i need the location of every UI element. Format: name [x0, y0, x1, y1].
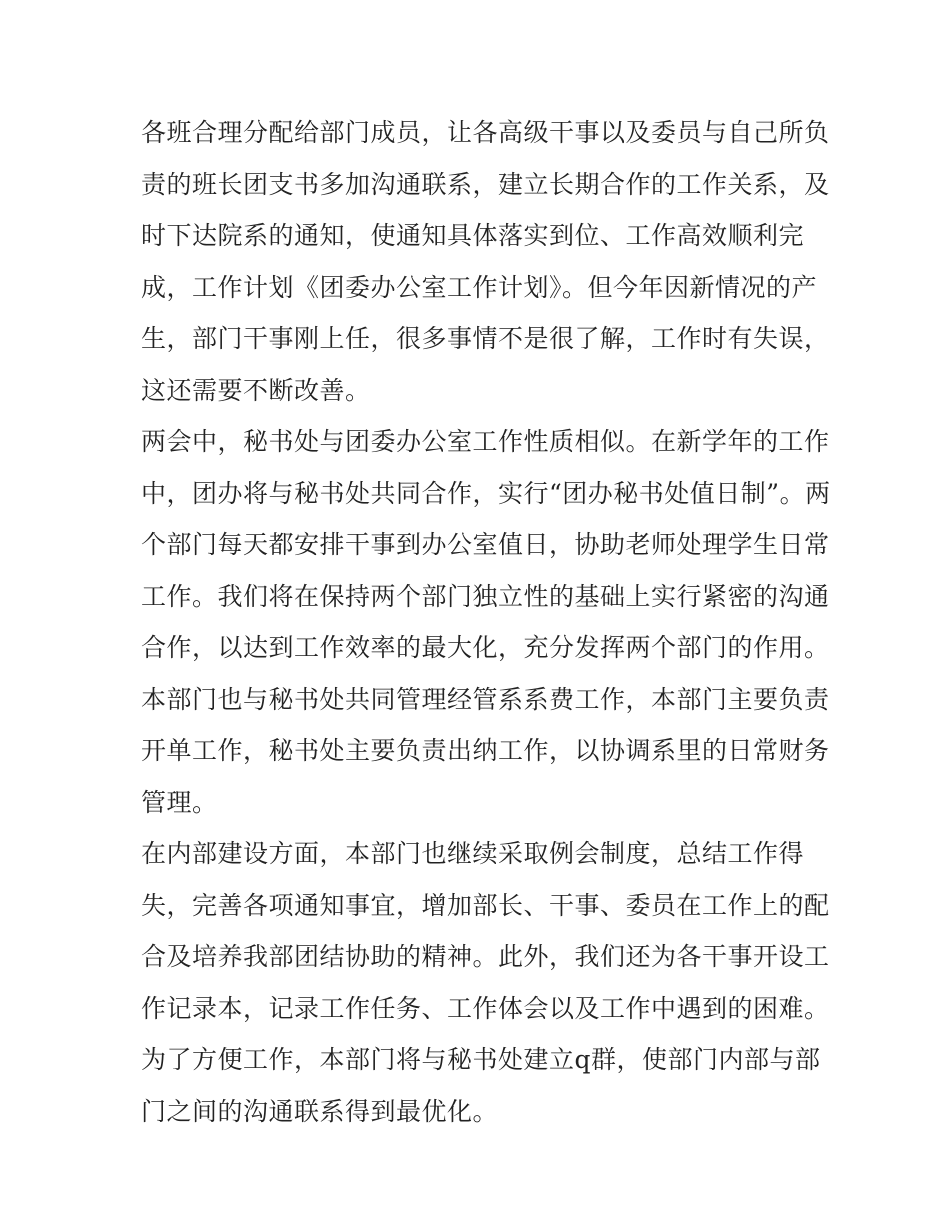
- text-line: 合及培养我部团结协助的精神。此外，我们还为各干事开设工: [141, 942, 830, 971]
- text-line: 成，工作计划《团委办公室工作计划》。但今年因新情况的产: [141, 272, 818, 302]
- text-line: 中，团办将与秘书处共同合作，实行“团办秘书处值日制”。两: [141, 478, 831, 508]
- text-line: 在内部建设方面，本部门也继续采取例会制度，总结工作得: [141, 839, 805, 868]
- text-line: 时下达院系的通知，使通知具体落实到位、工作高效顺利完: [141, 221, 805, 250]
- text-line: 管理。: [141, 787, 218, 817]
- text-line: 生，部门干事刚上任，很多事情不是很了解，工作时有失误，: [141, 324, 830, 353]
- text-line: 开单工作，秘书处主要负责出纳工作，以协调系里的日常财务: [141, 736, 830, 765]
- text-line: 本部门也与秘书处共同管理经管系系费工作，本部门主要负责: [141, 684, 830, 714]
- text-line: 门之间的沟通联系得到最优化。: [141, 1096, 499, 1126]
- text-line: 失，完善各项通知事宜，增加部长、干事、委员在工作上的配: [141, 890, 830, 920]
- text-line: 合作，以达到工作效率的最大化，充分发挥两个部门的作用。: [141, 633, 830, 662]
- text-line: 两会中，秘书处与团委办公室工作性质相似。在新学年的工作: [141, 427, 830, 456]
- text-line: 责的班长团支书多加沟通联系，建立长期合作的工作关系，及: [141, 169, 830, 199]
- text-line: 个部门每天都安排干事到办公室值日，协助老师处理学生日常: [141, 530, 830, 559]
- text-line: 工作。我们将在保持两个部门独立性的基础上实行紧密的沟通: [141, 581, 830, 611]
- text-line: 这还需要不断改善。: [141, 375, 371, 405]
- text-line: 为了方便工作，本部门将与秘书处建立q群，使部门内部与部: [141, 1045, 821, 1074]
- text-line: 作记录本，记录工作任务、工作体会以及工作中遇到的困难。: [141, 993, 830, 1023]
- document-body: [141, 107, 831, 1137]
- text-line: 各班合理分配给部门成员，让各高级干事以及委员与自己所负: [141, 118, 830, 147]
